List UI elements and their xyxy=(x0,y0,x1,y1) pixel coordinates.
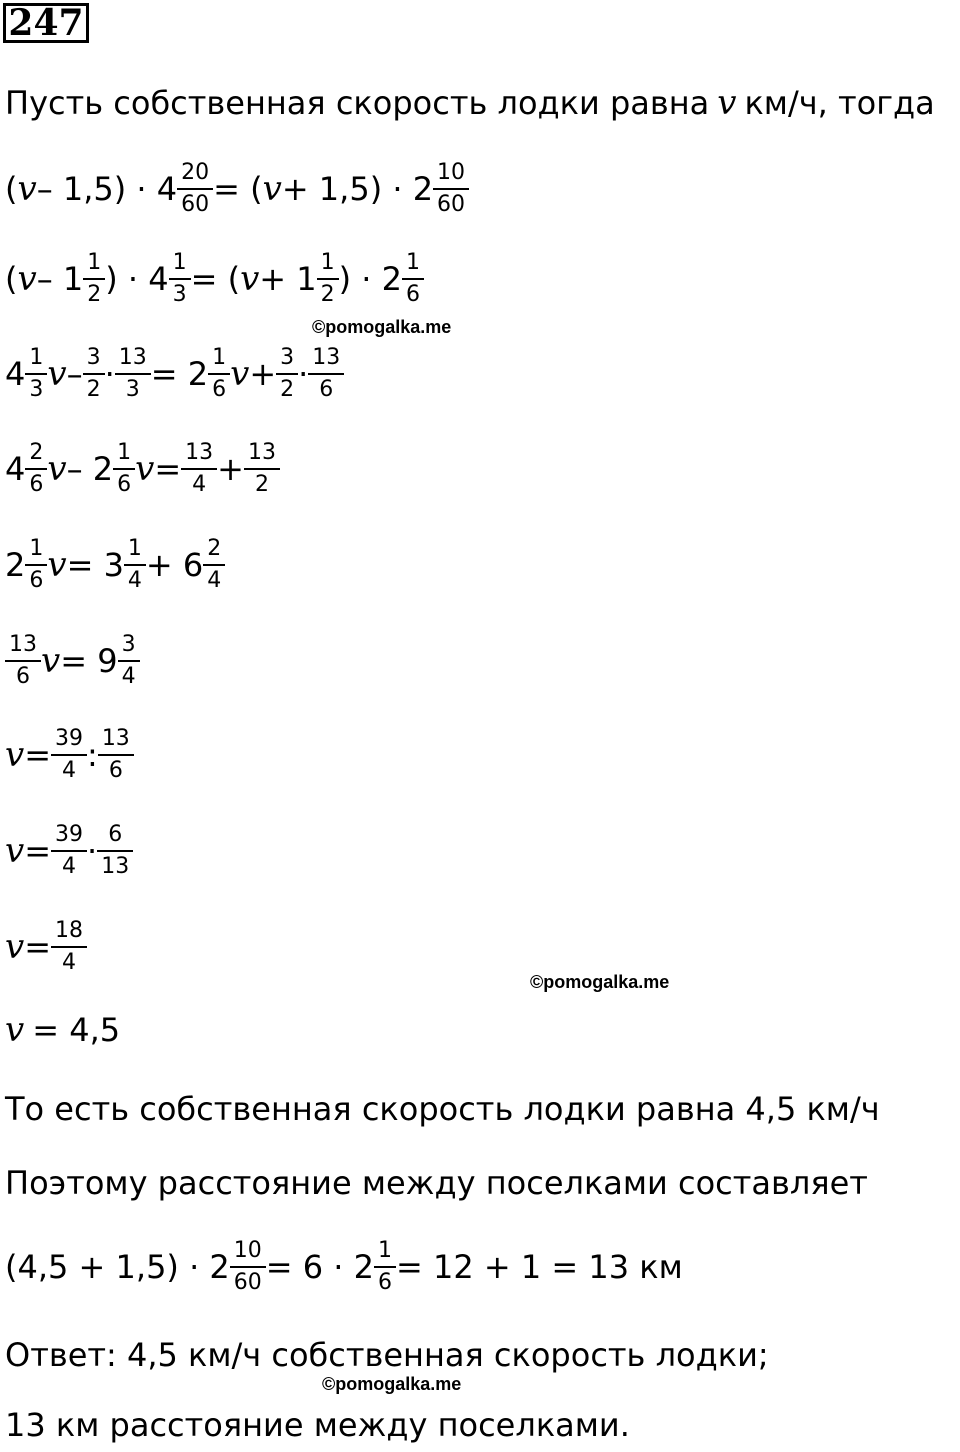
watermark: ©pomogalka.me xyxy=(322,1374,462,1394)
eq-text: ( xyxy=(5,260,18,298)
fraction: $\frac{10}{60}$ xyxy=(435,162,467,216)
eq-text: (4,5 + 1,5) · 2 xyxy=(5,1248,230,1286)
eq-text: = 4,5 xyxy=(32,1011,121,1049)
variable-v: v xyxy=(5,735,25,775)
eq-text: : xyxy=(87,736,98,774)
eq-text: + 6 xyxy=(145,546,204,584)
fraction: $\frac{1}{2}$ xyxy=(85,252,103,306)
conclusion-line-1 xyxy=(5,1084,880,1134)
equation-4 xyxy=(5,432,280,506)
variable-v: v xyxy=(230,354,250,394)
fraction: $\frac{13}{6}$ xyxy=(7,634,39,688)
answer-line-1 xyxy=(5,1330,769,1380)
problem-number: 247 xyxy=(3,3,89,43)
variable-v: v xyxy=(717,83,737,123)
fraction: $\frac{2}{6}$ xyxy=(27,442,45,496)
variable-v: v xyxy=(47,354,67,394)
eq-text: · xyxy=(87,832,98,870)
intro-tail: км/ч, тогда xyxy=(744,84,935,122)
conclusion-line-2 xyxy=(5,1158,868,1208)
fraction: $\frac{13}{3}$ xyxy=(117,347,149,401)
fraction: $\frac{13}{6}$ xyxy=(100,728,132,782)
fraction: $\frac{13}{2}$ xyxy=(246,442,278,496)
fraction: $\frac{1}{3}$ xyxy=(171,252,189,306)
conclusion-text: Поэтому расстояние между поселками составляет xyxy=(5,1164,868,1202)
eq-text: = xyxy=(154,450,182,488)
eq-text: – 2 xyxy=(66,450,114,488)
answer-text: Ответ: 4,5 км/ч собственная скорость лодки; xyxy=(5,1336,769,1374)
intro-line xyxy=(5,78,935,128)
eq-text: – xyxy=(66,355,83,393)
variable-v: v xyxy=(17,169,37,209)
fraction: $\frac{13}{4}$ xyxy=(183,442,215,496)
equation-8 xyxy=(5,814,133,888)
eq-text: + 1 xyxy=(259,260,317,298)
fraction: $\frac{1}{6}$ xyxy=(210,347,228,401)
eq-text: + xyxy=(249,355,277,393)
eq-text: · xyxy=(104,355,115,393)
fraction: $\frac{18}{4}$ xyxy=(53,920,85,974)
watermark: ©pomogalka.me xyxy=(530,972,670,992)
fraction: $\frac{1}{6}$ xyxy=(404,252,422,306)
eq-text: = xyxy=(24,832,52,870)
answer-text: 13 км расстояние между поселками. xyxy=(5,1406,630,1444)
eq-text: ) · 2 xyxy=(338,260,402,298)
equation-10 xyxy=(5,1005,120,1055)
fraction: $\frac{1}{3}$ xyxy=(27,347,45,401)
fraction: $\frac{1}{4}$ xyxy=(126,538,144,592)
eq-text: · xyxy=(298,355,309,393)
fraction: $\frac{1}{6}$ xyxy=(376,1240,394,1294)
eq-text: = ( xyxy=(190,260,241,298)
eq-text: 4 xyxy=(5,355,26,393)
eq-text: = xyxy=(24,736,52,774)
fraction: $\frac{13}{6}$ xyxy=(310,347,342,401)
variable-v: v xyxy=(41,641,61,681)
eq-text: = 9 xyxy=(60,642,118,680)
eq-text: – 1 xyxy=(36,260,84,298)
fraction: $\frac{1}{6}$ xyxy=(115,442,133,496)
variable-v: v xyxy=(17,259,37,299)
answer-line-2 xyxy=(5,1400,630,1450)
variable-v: v xyxy=(240,259,260,299)
fraction: $\frac{39}{4}$ xyxy=(53,824,85,878)
eq-text: = xyxy=(24,928,52,966)
equation-5 xyxy=(5,528,225,602)
equation-2 xyxy=(5,242,424,316)
fraction: $\frac{3}{2}$ xyxy=(278,347,296,401)
fraction: $\frac{1}{2}$ xyxy=(319,252,337,306)
equation-3 xyxy=(5,337,344,411)
eq-text: + 1,5) · 2 xyxy=(281,170,434,208)
fraction: $\frac{6}{13}$ xyxy=(99,824,131,878)
equation-11 xyxy=(5,1230,683,1304)
eq-text: ) · 4 xyxy=(105,260,169,298)
variable-v: v xyxy=(262,169,282,209)
equation-9 xyxy=(5,910,87,984)
eq-text: 2 xyxy=(5,546,26,584)
variable-v: v xyxy=(135,449,155,489)
fraction: $\frac{3}{2}$ xyxy=(85,347,103,401)
eq-text: ( xyxy=(5,170,18,208)
equation-6 xyxy=(5,624,140,698)
eq-text: = ( xyxy=(213,170,263,208)
variable-v: v xyxy=(5,927,25,967)
variable-v: v xyxy=(5,1010,25,1050)
fraction: $\frac{2}{4}$ xyxy=(205,538,223,592)
fraction: $\frac{10}{60}$ xyxy=(232,1240,264,1294)
fraction: $\frac{39}{4}$ xyxy=(53,728,85,782)
fraction: $\frac{20}{60}$ xyxy=(179,162,211,216)
eq-text: = 3 xyxy=(66,546,124,584)
eq-text: = 12 + 1 = 13 км xyxy=(396,1248,683,1286)
eq-text: – 1,5) · 4 xyxy=(36,170,178,208)
intro-text: Пусть собственная скорость лодки равна xyxy=(5,84,710,122)
eq-text: = 2 xyxy=(150,355,209,393)
watermark: ©pomogalka.me xyxy=(312,317,452,337)
variable-v: v xyxy=(47,545,67,585)
eq-text: = 6 · 2 xyxy=(265,1248,374,1286)
fraction: $\frac{1}{6}$ xyxy=(27,538,45,592)
eq-text: + xyxy=(217,450,244,488)
eq-text: 4 xyxy=(5,450,26,488)
conclusion-text: То есть собственная скорость лодки равна 4,5 км/ч xyxy=(5,1090,880,1128)
variable-v: v xyxy=(5,831,25,871)
fraction: $\frac{3}{4}$ xyxy=(120,634,138,688)
variable-v: v xyxy=(47,449,67,489)
equation-1 xyxy=(5,152,469,226)
equation-7 xyxy=(5,718,134,792)
